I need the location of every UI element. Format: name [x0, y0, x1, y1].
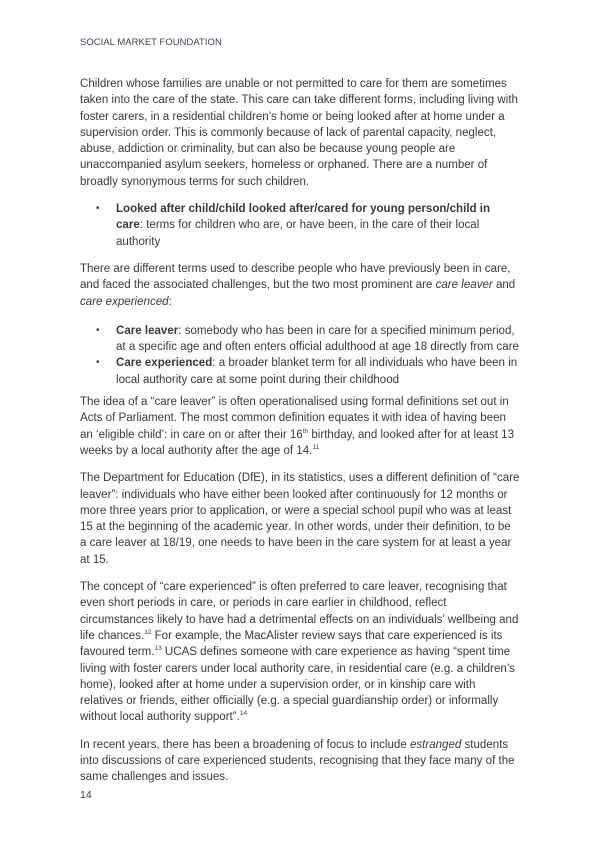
term-separator: :	[212, 357, 216, 370]
term-definition: somebody who has been in care for a specified minimum period, at a specific age and often enters official adulthood at age 18 directly from care	[116, 324, 519, 354]
text-run: birthday, and looked after for at least 13 weeks by a local authority after the age of 14.	[80, 428, 514, 457]
paragraph-care-leaver-definition	[80, 394, 520, 459]
paragraph-intro: Children whose families are unable or not permitted to care for them are sometimes taken into the care of the state. This care can take different forms, including living with foster carers, in a residential children’s home or being looked after at home under a supervision order. This is commonly because of lack of parental capacity, neglect, abuse, addiction or criminality, but can also be because young people are unaccompanied asylum seekers, homeless or orphaned. There are a number of broadly synonymous terms for such children.	[80, 78, 518, 188]
text-run: students into discussions of care experienced students, recognising that they face many of the same challenges and issues.	[80, 738, 515, 784]
footnote-ref[interactable]: 11	[312, 444, 320, 452]
footnote-ref[interactable]: 13	[154, 645, 162, 653]
text-run: and	[492, 279, 516, 292]
running-header: SOCIAL MARKET FOUNDATION	[80, 36, 222, 47]
bullet-icon: •	[96, 324, 100, 336]
paragraph-care-experienced	[80, 579, 520, 726]
list-item	[96, 323, 520, 356]
text-run: :	[168, 295, 172, 308]
text-run: The idea of a “care leaver” is often operationalised using formal definitions set out in Acts of Parliament. The most common definition equates it with idea of having been an ‘eligible child’: in care on or after their 16	[80, 396, 509, 441]
term-definition: terms for children who are, or have been, in the care of their local authority	[116, 219, 480, 248]
term-definition: a broader blanket term for all individuals who have been in local authority care at some point during their childhood	[116, 357, 518, 386]
emphasis-estranged: estranged	[409, 738, 462, 751]
text-run: UCAS defines someone with care experience as having “spent time living with foster carers under local authority care, in residential care (e.g. a children’s home), looked after at home under a supervision order, or in kinship care with relatives or friends, either officially (e.g. a special guardianship order) or informally without local authority support”.	[80, 646, 515, 724]
footnote-ref[interactable]: 14	[239, 710, 248, 718]
superscript-ordinal: th	[302, 427, 309, 435]
paragraph-dfe-definition: The Department for Education (DfE), in its statistics, uses a different definition of “care leaver”: individuals who have either been looked after continuously for 12 months or more three years prior to application, or were a special school pupil who was at least 15 at the beginning of the academic year. In other words, under their definition, to be a care leaver at 18/19, one needs to have been in the care system for at least a year at 15.	[80, 472, 520, 566]
term-separator: :	[178, 324, 182, 337]
emphasis-care-leaver: care leaver	[435, 279, 493, 292]
term-separator: :	[139, 219, 143, 232]
term-label: Care leaver	[116, 324, 179, 337]
bullet-icon: •	[96, 357, 100, 369]
text-run: For example, the MacAlister review says that care experienced is its favoured term.	[80, 629, 503, 659]
paragraph-estranged	[80, 737, 520, 786]
list-item	[96, 201, 520, 250]
definitions-list	[80, 323, 520, 388]
terms-list	[80, 201, 520, 250]
emphasis-care-experienced: care experienced	[80, 295, 169, 308]
body-text	[80, 76, 520, 797]
text-run: There are different terms used to describe people who have previously been in care, and faced the associated challenges, but the two most prominent are	[80, 262, 511, 292]
text-run: The concept of “care experienced” is often preferred to care leaver, recognising that even short periods in care, or periods in care earlier in childhood, reflect circumstances likely to have had a detrimental effects on an individuals’ wellbeing and life chances.	[80, 581, 519, 642]
list-item	[96, 355, 520, 388]
term-label: Care experienced	[116, 357, 213, 370]
bullet-icon: •	[96, 203, 100, 215]
footnote-ref[interactable]: 12	[144, 629, 152, 637]
text-run: In recent years, there has been a broadening of focus to include	[80, 738, 410, 751]
page-number: 14	[80, 789, 92, 801]
term-label: Looked after child/child looked after/cared for young person/child in care	[116, 203, 491, 232]
paragraph-terms-intro	[80, 261, 520, 310]
